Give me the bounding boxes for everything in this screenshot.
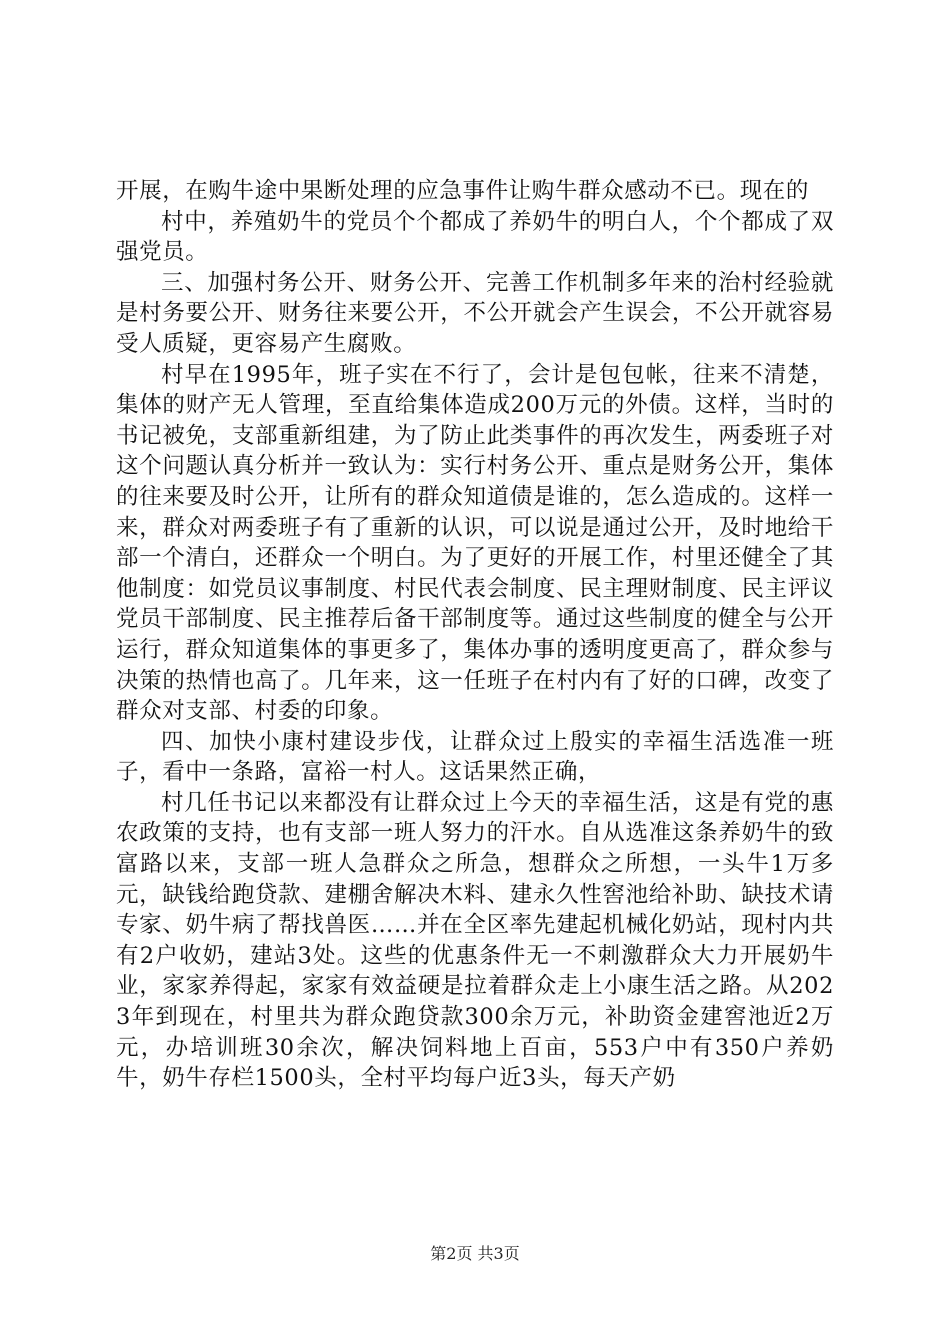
page-footer	[0, 1244, 950, 1264]
paragraph-section-four-heading: 四、加快小康村建设步伐，让群众过上殷实的幸福生活选准一班子，看中一条路，富裕一村人。这话果然正确，	[116, 728, 834, 786]
document-body	[116, 176, 834, 1094]
page-number-label: 第2页 共3页	[430, 1244, 520, 1263]
paragraph-dairy-development: 村几任书记以来都没有让群众过上今天的幸福生活，这是有党的惠农政策的支持，也有支部一班人努力的汗水。自从选准这条养奶牛的致富路以来，支部一班人急群众之所急，想群众之所想，一头牛1万多元，缺钱给跑贷款、建棚舍解决木料、建永久性窖池给补助、缺技术请专家、奶牛病了帮找兽医……并在全区率先建起机械化奶站，现村内共有2户收奶，建站3处。这些的优惠条件无一不刺激群众大力开展奶牛业，家家养得起，家家有效益硬是拉着群众走上小康生活之路。从2023年到现在，村里共为群众跑贷款300余万元，补助资金建窖池近2万元，办培训班30余次，解决饲料地上百亩，553户中有350户养奶牛，奶牛存栏1500头，全村平均每户近3头，每天产奶	[116, 789, 834, 1092]
paragraph-section-three-heading: 三、加强村务公开、财务公开、完善工作机制多年来的治村经验就是村务要公开、财务往来要公开，不公开就会产生误会，不公开就容易受人质疑，更容易产生腐败。	[116, 269, 834, 357]
paragraph-party-members: 村中，养殖奶牛的党员个个都成了养奶牛的明白人，个个都成了双强党员。	[116, 208, 834, 266]
paragraph-village-finance: 村早在1995年，班子实在不行了，会计是包包帐，往来不清楚，集体的财产无人管理，至直给集体造成200万元的外债。这样，当时的书记被免，支部重新组建，为了防止此类事件的再次发生，两委班子对这个问题认真分析并一致认为：实行村务公开、重点是财务公开，集体的往来要及时公开，让所有的群众知道债是谁的，怎么造成的。这样一来，群众对两委班子有了重新的认识，可以说是通过公开，及时地给干部一个清白，还群众一个明白。为了更好的开展工作，村里还健全了其他制度：如党员议事制度、村民代表会制度、民主理财制度、民主评议党员干部制度、民主推荐后备干部制度等。通过这些制度的健全与公开运行，群众知道集体的事更多了，集体办事的透明度更高了，群众参与决策的热情也高了。几年来，这一任班子在村内有了好的口碑，改变了群众对支部、村委的印象。	[116, 361, 834, 725]
paragraph-continuation: 开展，在购牛途中果断处理的应急事件让购牛群众感动不已。现在的	[116, 178, 810, 204]
